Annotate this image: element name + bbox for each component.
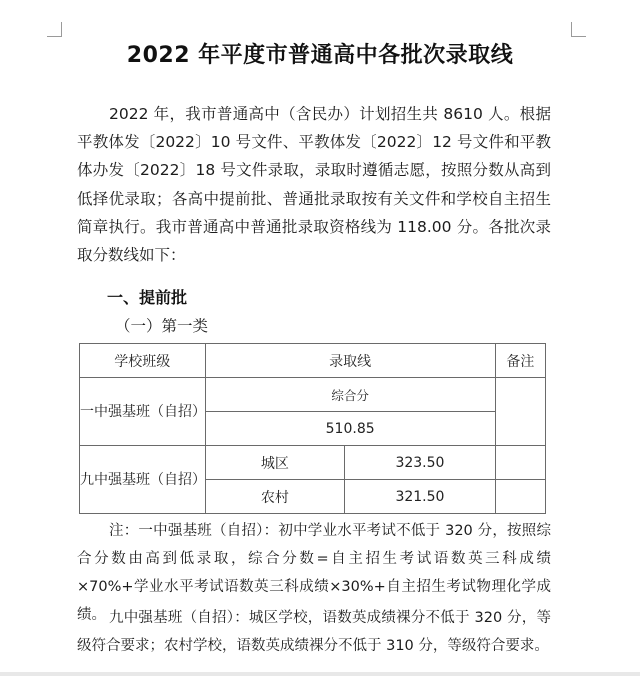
table-row [80,378,546,412]
note-cell [495,480,545,514]
school-cell: 一中强基班（自招） [80,378,206,446]
footnote-yizhong: 注：一中强基班（自招）：初中学业水平考试不低于 320 分，按照综合分数由高到低录取，综合分数=自主招生考试语数英三科成绩×70%+学业水平考试语数英三科成绩×30%+自主招生考试物理化学成绩。 [77,523,551,623]
header-school: 学校班级 [80,344,206,378]
table-row [80,446,546,480]
header-score-line: 录取线 [205,344,495,378]
intro-paragraph: 2022 年，我市普通高中（含民办）计划招生共 8610 人。根据平教体发〔2022〕10 号文件、平教体发〔2022〕12 号文件和平教体办发〔2022〕18 号文件录取，录取时遵循志愿，按照分数从高到低择优录取；各高中提前批、普通批录取按有关文件和学校自主招生简章执行。我市普通高中普通批录取资格线为 118.00 分。各批次录取分数线如下： [77,105,551,265]
table-header-row [80,344,546,378]
school-cell: 九中强基班（自招） [80,446,206,514]
score-cell: 321.50 [345,480,496,514]
page-bottom-edge [0,672,640,676]
subsection-heading: （一）第一类 [115,317,209,335]
score-value-cell: 510.85 [205,412,495,446]
footnote-jiuzhong: 九中强基班（自招）：城区学校，语数英成绩裸分不低于 320 分，等级符合要求；农村学校，语数英成绩裸分不低于 310 分，等级符合要求。 [77,610,551,654]
document-title: 2022 年平度市普通高中各批次录取线 [126,43,514,68]
header-note: 备注 [495,344,545,378]
note-cell [495,378,545,446]
area-cell: 农村 [205,480,345,514]
page-corner-mark-left [47,22,62,37]
area-cell: 城区 [205,446,345,480]
score-cell: 323.50 [345,446,496,480]
score-label-cell: 综合分 [205,378,495,412]
page-corner-mark-right [571,22,586,37]
admission-score-table [79,343,546,514]
section-heading: 一、提前批 [107,288,188,307]
note-cell [495,446,545,480]
